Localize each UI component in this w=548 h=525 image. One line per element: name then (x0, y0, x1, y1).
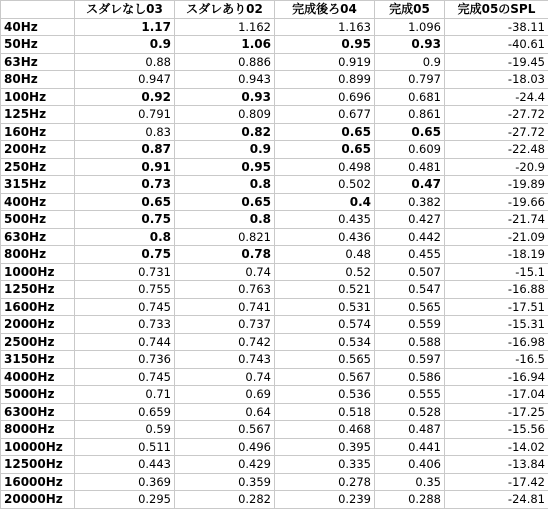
value-cell[interactable]: -17.25 (445, 403, 548, 421)
row-label-cell[interactable]: 4000Hz (1, 368, 75, 386)
value-cell[interactable]: 0.565 (275, 351, 375, 369)
header-cell-kansei-05[interactable]: 完成05 (375, 1, 445, 19)
value-cell[interactable]: 0.69 (175, 386, 275, 404)
table-row (1, 298, 548, 316)
row-label-cell[interactable]: 125Hz (1, 106, 75, 124)
row-label-cell[interactable]: 80Hz (1, 71, 75, 89)
value-cell[interactable]: 0.745 (75, 298, 175, 316)
value-cell[interactable]: 0.733 (75, 316, 175, 334)
value-cell[interactable]: 0.65 (75, 193, 175, 211)
value-cell[interactable]: 0.731 (75, 263, 175, 281)
value-cell[interactable]: -24.4 (445, 88, 548, 106)
value-cell[interactable]: 0.93 (375, 36, 445, 54)
value-cell[interactable]: 0.382 (375, 193, 445, 211)
value-cell[interactable]: 0.406 (375, 456, 445, 474)
table-row (1, 333, 548, 351)
row-label-cell[interactable]: 20000Hz (1, 491, 75, 509)
value-cell[interactable]: 0.947 (75, 71, 175, 89)
value-cell[interactable]: 0.59 (75, 421, 175, 439)
row-label-cell[interactable]: 160Hz (1, 123, 75, 141)
table-row (1, 53, 548, 71)
header-cell-sudare-ari-02[interactable]: スダレあり02 (175, 1, 275, 19)
value-cell[interactable]: 0.455 (375, 246, 445, 264)
value-cell[interactable]: 0.797 (375, 71, 445, 89)
value-cell[interactable]: 0.443 (75, 456, 175, 474)
table-row (1, 263, 548, 281)
value-cell[interactable]: 0.295 (75, 491, 175, 509)
row-label-cell[interactable]: 2500Hz (1, 333, 75, 351)
value-cell[interactable]: 0.74 (175, 263, 275, 281)
value-cell[interactable]: 0.507 (375, 263, 445, 281)
value-cell[interactable]: 0.588 (375, 333, 445, 351)
table-row (1, 421, 548, 439)
row-label-cell[interactable]: 50Hz (1, 36, 75, 54)
value-cell[interactable]: 0.677 (275, 106, 375, 124)
value-cell[interactable]: 0.547 (375, 281, 445, 299)
value-cell[interactable]: 0.534 (275, 333, 375, 351)
value-cell[interactable]: -21.09 (445, 228, 548, 246)
row-label-cell[interactable]: 5000Hz (1, 386, 75, 404)
value-cell[interactable]: 0.436 (275, 228, 375, 246)
value-cell[interactable]: 0.498 (275, 158, 375, 176)
value-cell[interactable]: 0.809 (175, 106, 275, 124)
value-cell[interactable]: -38.11 (445, 18, 548, 36)
value-cell[interactable]: 0.35 (375, 473, 445, 491)
value-cell[interactable]: 0.93 (175, 88, 275, 106)
row-label-cell[interactable]: 315Hz (1, 176, 75, 194)
table-row (1, 351, 548, 369)
table-row (1, 368, 548, 386)
value-cell[interactable]: 0.4 (275, 193, 375, 211)
value-cell[interactable]: 0.8 (75, 228, 175, 246)
header-cell-frequency[interactable] (1, 1, 75, 19)
value-cell[interactable]: 0.681 (375, 88, 445, 106)
value-cell[interactable]: 0.559 (375, 316, 445, 334)
value-cell[interactable]: -16.88 (445, 281, 548, 299)
value-cell[interactable]: -18.03 (445, 71, 548, 89)
value-cell[interactable]: 0.565 (375, 298, 445, 316)
value-cell[interactable]: 0.52 (275, 263, 375, 281)
value-cell[interactable]: -27.72 (445, 123, 548, 141)
row-label-cell[interactable]: 1600Hz (1, 298, 75, 316)
value-cell[interactable]: 0.567 (175, 421, 275, 439)
value-cell[interactable]: -24.81 (445, 491, 548, 509)
value-cell[interactable]: 0.48 (275, 246, 375, 264)
value-cell[interactable]: -22.48 (445, 141, 548, 159)
value-cell[interactable]: 0.8 (175, 176, 275, 194)
table-row (1, 473, 548, 491)
table-row (1, 106, 548, 124)
value-cell[interactable]: -16.94 (445, 368, 548, 386)
value-cell[interactable]: 0.73 (75, 176, 175, 194)
value-cell[interactable]: -40.61 (445, 36, 548, 54)
value-cell[interactable]: 1.162 (175, 18, 275, 36)
value-cell[interactable]: 1.06 (175, 36, 275, 54)
table-row (1, 176, 548, 194)
table-row (1, 71, 548, 89)
row-label-cell[interactable]: 100Hz (1, 88, 75, 106)
table-row (1, 403, 548, 421)
value-cell[interactable]: -14.02 (445, 438, 548, 456)
table-row (1, 18, 548, 36)
value-cell[interactable]: -17.04 (445, 386, 548, 404)
value-cell[interactable]: -17.42 (445, 473, 548, 491)
value-cell[interactable]: -21.74 (445, 211, 548, 229)
value-cell[interactable]: 0.741 (175, 298, 275, 316)
value-cell[interactable]: -19.89 (445, 176, 548, 194)
value-cell[interactable]: -16.5 (445, 351, 548, 369)
value-cell[interactable]: 0.65 (175, 193, 275, 211)
value-cell[interactable]: 0.487 (375, 421, 445, 439)
value-cell[interactable]: 0.791 (75, 106, 175, 124)
table-row (1, 36, 548, 54)
value-cell[interactable]: 0.468 (275, 421, 375, 439)
value-cell[interactable]: 0.574 (275, 316, 375, 334)
value-cell[interactable]: 0.83 (75, 123, 175, 141)
value-cell[interactable]: 0.742 (175, 333, 275, 351)
value-cell[interactable]: -15.31 (445, 316, 548, 334)
table-row (1, 491, 548, 509)
row-label-cell[interactable]: 40Hz (1, 18, 75, 36)
row-label-cell[interactable]: 16000Hz (1, 473, 75, 491)
value-cell[interactable]: -18.19 (445, 246, 548, 264)
value-cell[interactable]: 0.65 (375, 123, 445, 141)
value-cell[interactable]: 0.481 (375, 158, 445, 176)
value-cell[interactable]: 0.586 (375, 368, 445, 386)
value-cell[interactable]: 0.88 (75, 53, 175, 71)
value-cell[interactable]: 0.65 (275, 141, 375, 159)
value-cell[interactable]: 0.282 (175, 491, 275, 509)
value-cell[interactable]: 0.9 (175, 141, 275, 159)
table-row (1, 386, 548, 404)
value-cell[interactable]: 0.95 (175, 158, 275, 176)
table-row (1, 281, 548, 299)
value-cell[interactable]: 0.427 (375, 211, 445, 229)
value-cell[interactable]: 0.755 (75, 281, 175, 299)
value-cell[interactable]: 0.531 (275, 298, 375, 316)
value-cell[interactable]: 1.096 (375, 18, 445, 36)
value-cell[interactable]: 0.518 (275, 403, 375, 421)
row-label-cell[interactable]: 200Hz (1, 141, 75, 159)
value-cell[interactable]: 0.87 (75, 141, 175, 159)
value-cell[interactable]: 0.92 (75, 88, 175, 106)
row-label-cell[interactable]: 630Hz (1, 228, 75, 246)
value-cell[interactable]: 0.597 (375, 351, 445, 369)
value-cell[interactable]: 0.919 (275, 53, 375, 71)
value-cell[interactable]: 0.239 (275, 491, 375, 509)
header-cell-sudare-nashi-03[interactable]: スダレなし03 (75, 1, 175, 19)
row-label-cell[interactable]: 250Hz (1, 158, 75, 176)
value-cell[interactable]: 0.435 (275, 211, 375, 229)
value-cell[interactable]: 0.536 (275, 386, 375, 404)
row-label-cell[interactable]: 2000Hz (1, 316, 75, 334)
row-label-cell[interactable]: 400Hz (1, 193, 75, 211)
value-cell[interactable]: 0.737 (175, 316, 275, 334)
value-cell[interactable]: 0.65 (275, 123, 375, 141)
row-label-cell[interactable]: 800Hz (1, 246, 75, 264)
value-cell[interactable]: 0.496 (175, 438, 275, 456)
value-cell[interactable]: -15.1 (445, 263, 548, 281)
value-cell[interactable]: 0.502 (275, 176, 375, 194)
table-body (1, 18, 548, 508)
value-cell[interactable]: 0.74 (175, 368, 275, 386)
value-cell[interactable]: 0.521 (275, 281, 375, 299)
value-cell[interactable]: 0.696 (275, 88, 375, 106)
value-cell[interactable]: 0.861 (375, 106, 445, 124)
row-label-cell[interactable]: 500Hz (1, 211, 75, 229)
table-row (1, 88, 548, 106)
value-cell[interactable]: 1.163 (275, 18, 375, 36)
value-cell[interactable]: -13.84 (445, 456, 548, 474)
table-row (1, 158, 548, 176)
table-row (1, 211, 548, 229)
value-cell[interactable]: 0.78 (175, 246, 275, 264)
value-cell[interactable]: 0.71 (75, 386, 175, 404)
value-cell[interactable]: -20.9 (445, 158, 548, 176)
value-cell[interactable]: 0.745 (75, 368, 175, 386)
value-cell[interactable]: 0.395 (275, 438, 375, 456)
value-cell[interactable]: 0.47 (375, 176, 445, 194)
value-cell[interactable]: 0.943 (175, 71, 275, 89)
table-row (1, 123, 548, 141)
header-cell-kansei-ushiro-04[interactable]: 完成後ろ04 (275, 1, 375, 19)
value-cell[interactable]: 0.359 (175, 473, 275, 491)
value-cell[interactable]: -15.56 (445, 421, 548, 439)
value-cell[interactable]: 0.95 (275, 36, 375, 54)
header-cell-kansei-05-spl[interactable]: 完成05のSPL (445, 1, 548, 19)
value-cell[interactable]: 0.886 (175, 53, 275, 71)
row-label-cell[interactable]: 1000Hz (1, 263, 75, 281)
value-cell[interactable]: 0.763 (175, 281, 275, 299)
value-cell[interactable]: 0.659 (75, 403, 175, 421)
value-cell[interactable]: 0.441 (375, 438, 445, 456)
value-cell[interactable]: 0.75 (75, 246, 175, 264)
value-cell[interactable]: 0.429 (175, 456, 275, 474)
value-cell[interactable]: -17.51 (445, 298, 548, 316)
table-row (1, 246, 548, 264)
value-cell[interactable]: 0.528 (375, 403, 445, 421)
header-row (1, 1, 548, 19)
value-cell[interactable]: -19.66 (445, 193, 548, 211)
value-cell[interactable]: 0.75 (75, 211, 175, 229)
row-label-cell[interactable]: 12500Hz (1, 456, 75, 474)
value-cell[interactable]: 0.278 (275, 473, 375, 491)
value-cell[interactable]: -16.98 (445, 333, 548, 351)
table-row (1, 316, 548, 334)
value-cell[interactable]: 0.64 (175, 403, 275, 421)
value-cell[interactable]: 0.609 (375, 141, 445, 159)
value-cell[interactable]: 0.82 (175, 123, 275, 141)
value-cell[interactable]: 0.8 (175, 211, 275, 229)
value-cell[interactable]: 0.369 (75, 473, 175, 491)
row-label-cell[interactable]: 10000Hz (1, 438, 75, 456)
row-label-cell[interactable]: 8000Hz (1, 421, 75, 439)
value-cell[interactable]: 0.555 (375, 386, 445, 404)
value-cell[interactable]: 0.736 (75, 351, 175, 369)
row-label-cell[interactable]: 6300Hz (1, 403, 75, 421)
value-cell[interactable]: 0.288 (375, 491, 445, 509)
value-cell[interactable]: 1.17 (75, 18, 175, 36)
value-cell[interactable]: 0.899 (275, 71, 375, 89)
value-cell[interactable]: 0.567 (275, 368, 375, 386)
value-cell[interactable]: 0.744 (75, 333, 175, 351)
value-cell[interactable]: 0.335 (275, 456, 375, 474)
value-cell[interactable]: 0.743 (175, 351, 275, 369)
value-cell[interactable]: 0.9 (75, 36, 175, 54)
value-cell[interactable]: 0.91 (75, 158, 175, 176)
value-cell[interactable]: 0.442 (375, 228, 445, 246)
table-row (1, 456, 548, 474)
row-label-cell[interactable]: 3150Hz (1, 351, 75, 369)
table-row (1, 193, 548, 211)
table-row (1, 438, 548, 456)
row-label-cell[interactable]: 1250Hz (1, 281, 75, 299)
value-cell[interactable]: -27.72 (445, 106, 548, 124)
value-cell[interactable]: 0.511 (75, 438, 175, 456)
row-label-cell[interactable]: 63Hz (1, 53, 75, 71)
table-row (1, 228, 548, 246)
value-cell[interactable]: 0.821 (175, 228, 275, 246)
value-cell[interactable]: -19.45 (445, 53, 548, 71)
table-row (1, 141, 548, 159)
value-cell[interactable]: 0.9 (375, 53, 445, 71)
